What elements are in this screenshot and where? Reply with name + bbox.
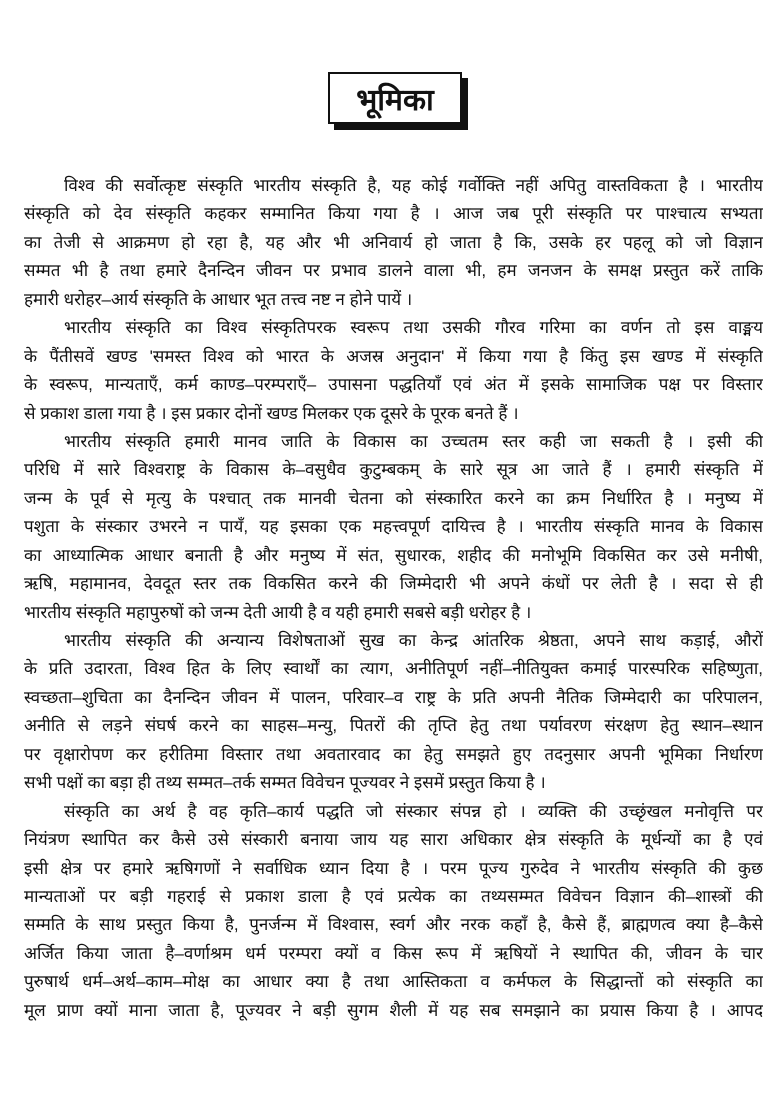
text-line: अनीति से लड़ने संघर्ष करने का साहस–मन्यु, पितरों की तृप्ति हेतु तथा पर्यावरण संरक्षण हेतु स्थान–स्थान bbox=[24, 716, 763, 736]
paragraph bbox=[24, 627, 763, 798]
page-title-box bbox=[328, 72, 462, 124]
text-line: मान्यताओं पर बड़ी गहराई से प्रकाश डाला है एवं प्रत्येक का तथ्यसम्मत विवेचन विज्ञान की–शास्त्रों की bbox=[24, 886, 763, 906]
text-line: के स्वरूप, मान्यताएँ, कर्म काण्ड–परम्पराएँ– उपासना पद्धतियाँ एवं अंत में इसके सामाजिक पक्ष पर विस्तार bbox=[24, 375, 763, 395]
text-line: से प्रकाश डाला गया है । इस प्रकार दोनों खण्ड मिलकर एक दूसरे के पूरक बनते हैं । bbox=[24, 403, 519, 423]
text-line: नियंत्रण स्थापित कर कैसे उसे संस्कारी बनाया जाय यह सारा अधिकार क्षेत्र संस्कृति के मूर्धन्यों का है एवं bbox=[24, 830, 763, 850]
text-line: भारतीय संस्कृति की अन्यान्य विशेषताओं सुख का केन्द्र आंतरिक श्रेष्ठता, अपने साथ कड़ाई, औरों bbox=[64, 631, 763, 650]
page-title: भूमिका bbox=[356, 83, 434, 117]
text-line: विश्व की सर्वोत्कृष्ट संस्कृति भारतीय संस्कृति है, यह कोई गर्वोक्ति नहीं अपितु वास्तविकता है । भारतीय bbox=[64, 176, 763, 195]
text-line: स्वच्छता–शुचिता का दैनन्दिन जीवन में पालन, परिवार–व राष्ट्र के प्रति अपनी नैतिक जिम्मेदारी का परिपालन, bbox=[24, 687, 763, 707]
paragraph bbox=[24, 798, 763, 1026]
text-line: ऋषि, महामानव, देवदूत स्तर तक विकसित करने की जिम्मेदारी भी अपने कंधों पर लेती है । सदा से ही bbox=[24, 574, 763, 594]
text-line: भारतीय संस्कृति महापुरुषों को जन्म देती आयी है व यही हमारी सबसे बड़ी धरोहर है । bbox=[24, 602, 532, 622]
paragraph bbox=[24, 314, 763, 428]
text-line: के प्रति उदारता, विश्व हित के लिए स्वार्थों का त्याग, अनीतिपूर्ण नहीं–नीतियुक्त कमाई पारस्परिक सहिष्णुता, bbox=[24, 659, 763, 679]
text-line: पर वृक्षारोपण कर हरीतिमा विस्तार तथा अवतारवाद का हेतु समझते हुए तदनुसार अपनी भूमिका निर्धारण bbox=[24, 744, 763, 764]
text-line: भारतीय संस्कृति का विश्व संस्कृतिपरक स्वरूप तथा उसकी गौरव गरिमा का वर्णन तो इस वाङ्मय bbox=[64, 318, 763, 338]
text-line: पशुता के संस्कार उभरने न पायँ, यह इसका एक महत्त्वपूर्ण दायित्त्व है । भारतीय संस्कृति मानव के विकास bbox=[24, 517, 763, 537]
text-line: जन्म के पूर्व से मृत्यु के पश्चात् तक मानवी चेतना को संस्कारित करने का क्रम निर्धारित है । मनुष्य में bbox=[24, 488, 763, 508]
text-line: परिधि में सारे विश्वराष्ट्र के विकास के–वसुधैव कुटुम्बकम् के सारे सूत्र आ जाते हैं । हमारी संस्कृति में bbox=[24, 460, 763, 480]
text-line: अर्जित किया जाता है–वर्णाश्रम धर्म परम्परा क्यों व किस रूप में ऋषियों ने स्थापित की, जीवन के चार bbox=[24, 943, 763, 963]
text-line: सम्मत भी है तथा हमारे दैनन्दिन जीवन पर प्रभाव डालने वाला भी, हम जनजन के समक्ष प्रस्तुत करें ताकि bbox=[24, 261, 763, 281]
paragraph bbox=[24, 172, 763, 314]
text-line: हमारी धरोहर–आर्य संस्कृति के आधार भूत तत्त्व नष्ट न होने पायें । bbox=[24, 289, 413, 309]
text-line: संस्कृति का अर्थ है वह कृति–कार्य पद्धति जो संस्कार संपन्न हो । व्यक्ति की उच्छृंखल मनोवृत्ति पर bbox=[64, 801, 763, 821]
text-line: मूल प्राण क्यों माना जाता है, पूज्यवर ने बड़ी सुगम शैली में यह सब समझाने का प्रयास किया है । आपद bbox=[24, 1000, 763, 1020]
text-line: सम्मति के साथ प्रस्तुत किया है, पुनर्जन्म में विश्वास, स्वर्ग और नरक कहाँ है, कैसे हैं, ब्राह्मणत्व क्या है–कैसे bbox=[24, 915, 763, 935]
document-body bbox=[24, 172, 763, 1025]
text-line: पुरुषार्थ धर्म–अर्थ–काम–मोक्ष का आधार क्या है तथा आस्तिकता व कर्मफल के सिद्धान्तों को संस्कृति का bbox=[24, 972, 763, 992]
text-line: का तेजी से आक्रमण हो रहा है, यह और भी अनिवार्य हो जाता है कि, उसके हर पहलू को जो विज्ञान bbox=[24, 232, 763, 252]
text-line: भारतीय संस्कृति हमारी मानव जाति के विकास का उच्चतम स्तर कही जा सकती है । इसी की bbox=[64, 431, 763, 451]
text-line: इसी क्षेत्र पर हमारे ऋषिगणों ने सर्वाधिक ध्यान दिया है । परम पूज्य गुरुदेव ने भारतीय संस्कृति की कुछ bbox=[24, 858, 763, 878]
text-line: संस्कृति को देव संस्कृति कहकर सम्मानित किया गया है । आज जब पूरी संस्कृति पर पाश्चात्य सभ्यता bbox=[24, 204, 763, 224]
text-line: का आध्यात्मिक आधार बनाती है और मनुष्य में संत, सुधारक, शहीद की मनोभूमि विकसित कर उसे मनीषी, bbox=[24, 545, 763, 565]
text-line: के पैंतीसवें खण्ड 'समस्त विश्व को भारत के अजस्र अनुदान' में किया गया है किंतु इस खण्ड में संस्कृति bbox=[24, 346, 763, 366]
paragraph bbox=[24, 428, 763, 627]
text-line: सभी पक्षों का बड़ा ही तथ्य सम्मत–तर्क सम्मत विवेचन पूज्यवर ने इसमें प्रस्तुत किया है । bbox=[24, 773, 546, 793]
